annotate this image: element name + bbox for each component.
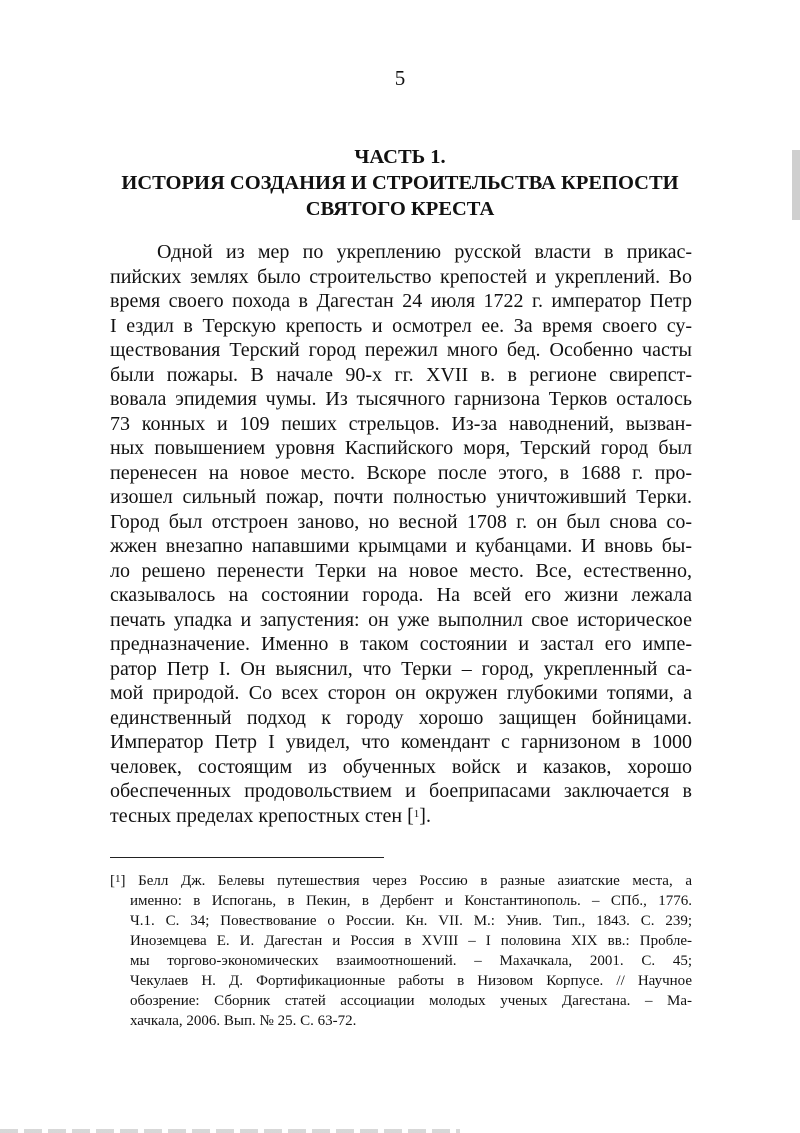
body-line: Город был отстроен заново, но весной 1708 г. он был снова со- (110, 510, 692, 533)
body-line: единственный подход к городу хорошо защищен бойницами. (110, 706, 692, 729)
footnote-bracket-close: ] (120, 873, 126, 889)
body-line: перенесен на новое место. Вскоре после этого, в 1688 г. про- (110, 461, 692, 484)
footnote-reference[interactable]: 1 (413, 807, 420, 820)
heading-title-line-2: СВЯТОГО КРЕСТА (305, 198, 495, 220)
body-line: печать упадка и запустения: он уже выполнил свое историческое (110, 608, 692, 631)
body-line: вовала эпидемия чумы. Из тысячного гарнизона Терков осталось (110, 388, 692, 410)
footnote (110, 871, 692, 1031)
footnote-number: 1 (115, 873, 121, 885)
footnote-text: Белл Дж. Белевы путешествия через Россию в разные азиатские места, а (125, 873, 692, 889)
body-line: предназначение. Именно в таком состоянии и застал его импе- (110, 633, 692, 655)
footnote-line-last: хачкала, 2006. Вып. № 25. С. 63-72. (130, 1013, 357, 1029)
body-line: ло решено перенести Терки на новое место. Все, естественно, (110, 559, 692, 582)
page-number: 5 (394, 66, 406, 90)
body-line: пийских землях было строительство крепостей и укреплений. Во (110, 265, 692, 288)
footnote-separator (110, 857, 384, 858)
body-line-last (110, 804, 692, 829)
body-line: жжен внезапно напавшими крымцами и кубанцами. И вновь бы- (110, 535, 692, 557)
body-line: человек, состоящим из обученных войск и казаков, хорошо (110, 755, 692, 778)
body-line: обеспеченных продовольствием и боеприпасами заключается в (110, 780, 692, 802)
body-line: сказывалось на состоянии города. На всей его жизни лежала (110, 584, 692, 606)
footnote-line: мы торгово-экономических взаимоотношений. – Махачкала, 2001. С. 45; (130, 953, 692, 969)
body-line: ратор Петр I. Он выяснил, что Терки – город, укрепленный са- (110, 657, 692, 680)
footnote-line-first (110, 871, 692, 891)
body-line: 73 конных и 109 пеших стрельцов. Из-за наводнений, вызван- (110, 412, 692, 435)
body-line: ных повышением уровня Каспийского моря, Терский город был (110, 437, 692, 459)
footnote-line: Иноземцева Е. И. Дагестан и Россия в XVIII – I половина XIX вв.: Пробле- (130, 933, 692, 949)
body-line: время своего похода в Дагестан 24 июля 1722 г. император Петр (110, 290, 692, 312)
body-last-text: тесных пределах крепостных стен [ (110, 804, 414, 827)
chapter-heading (100, 144, 700, 222)
body-line: Император Петр I увидел, что комендант с гарнизоном в 1000 (110, 731, 692, 753)
body-line: I ездил в Терскую крепость и осмотрел ее. За время своего су- (110, 314, 692, 337)
footnote-line: Чекулаев Н. Д. Фортификационные работы в Низовом Корпусе. // Научное (130, 973, 692, 989)
footnote-marker (110, 873, 126, 889)
body-line: были пожары. В начале 90-х гг. XVII в. в регионе свирепст- (110, 363, 692, 386)
heading-title-line-1: ИСТОРИЯ СОЗДАНИЯ И СТРОИТЕЛЬСТВА КРЕПОСТИ (121, 172, 679, 194)
footnote-line: именно: в Испогань, в Пекин, в Дербент и Константинополь. – СПб., 1776. (130, 893, 692, 909)
body-line: мой природой. Со всех сторон он окружен глубокими топями, а (110, 682, 692, 704)
body-last-tail: ]. (419, 804, 431, 827)
footnote-line: обозрение: Сборник статей ассоциации молодых ученых Дагестана. – Ма- (130, 993, 692, 1009)
scan-bottom-artifact (0, 1129, 460, 1133)
body-line: Одной из мер по укреплению русской власти в прикас- (157, 241, 692, 263)
body-line: ществования Терский город пережил много бед. Особенно часты (110, 339, 692, 361)
footnote-line: Ч.1. С. 34; Повествование о России. Кн. VII. М.: Унив. Тип., 1843. С. 239; (130, 913, 692, 929)
scan-edge-shadow (792, 150, 800, 220)
body-line: изошел сильный пожар, почти полностью уничтоживший Терки. (110, 486, 692, 508)
body-paragraph (110, 240, 692, 828)
footnote-bracket-open: [ (110, 873, 115, 889)
heading-part-label: ЧАСТЬ 1. (354, 146, 446, 168)
